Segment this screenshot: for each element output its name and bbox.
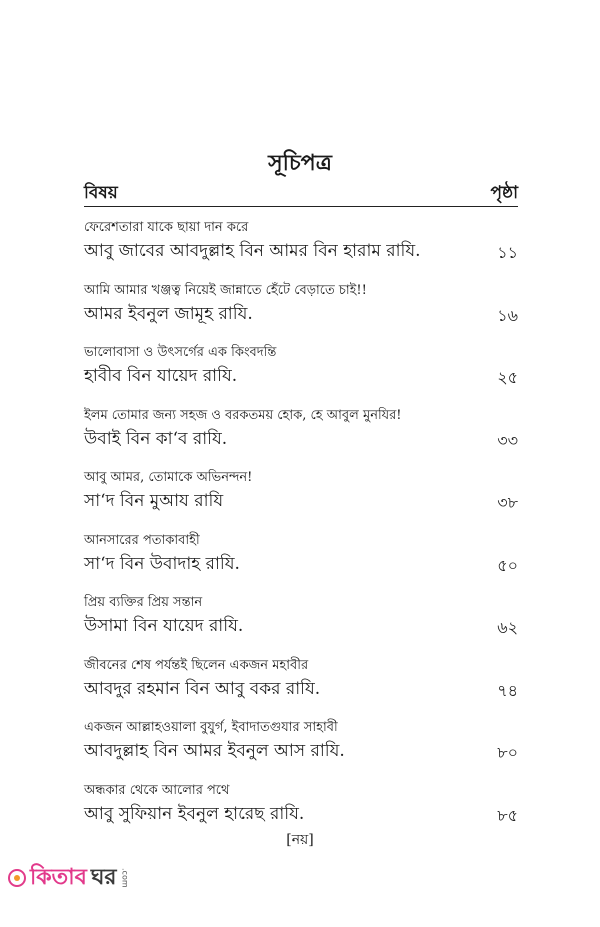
entry-name: আমর ইবনুল জামূহ রাযি. (84, 303, 253, 324)
entry-name: উবাই বিন কা‘ব রাযি. (84, 428, 228, 449)
entry-name: সা‘দ বিন মুআয রাযি (84, 491, 224, 511)
entry-subtitle: আবু আমর, তোমাকে অভিনন্দন! (84, 470, 253, 485)
entry-subtitle: ফেরেশতারা যাকে ছায়া দান করে (84, 220, 249, 235)
toc-entry[interactable] (84, 718, 518, 781)
column-headers (84, 180, 518, 207)
entry-subtitle: প্রিয় ব্যক্তির প্রিয় সন্তান (84, 595, 203, 610)
entry-name: আবু জাবের আবদুল্লাহ বিন আমর বিন হারাম রাযি. (84, 241, 421, 261)
entry-page-number: ৩৩ (497, 430, 518, 450)
entry-page-number: ৮৫ (497, 805, 518, 825)
entry-name: হাবীব বিন যায়েদ রাযি. (84, 366, 238, 386)
page-footer-number: [নয়] (286, 832, 314, 848)
entry-subtitle: ইলম তোমার জন্য সহজ ও বরকতময় হোক, হে আবুল মুনযির! (84, 407, 402, 423)
watermark-logo (8, 862, 130, 894)
entry-subtitle: আনসারের পতাকাবাহী (84, 532, 200, 548)
entry-subtitle: ভালোবাসা ও উৎসর্গের এক কিংবদন্তি (84, 345, 277, 360)
entry-page-number: ২৫ (497, 368, 518, 387)
logo-text-secondary: ঘর (90, 864, 117, 890)
entry-page-number: ১৬ (497, 305, 518, 325)
entry-subtitle: জীবনের শেষ পর্যন্তই ছিলেন একজন মহাবীর (84, 657, 309, 673)
entry-subtitle: আমি আমার খঞ্জত্ব নিয়েই জান্নাতে হেঁটে বেড়াতে চাই!! (84, 282, 367, 298)
book-circle-icon (8, 869, 26, 887)
entry-name: আবদুর রহমান বিন আবু বকর রাযি. (84, 678, 321, 699)
toc-entries (84, 218, 518, 843)
page-header: পৃষ্ঠা (490, 183, 518, 203)
toc-entry[interactable] (84, 281, 518, 344)
entry-name: উসামা বিন যায়েদ রাযি. (84, 616, 244, 636)
logo-suffix: .com (120, 868, 130, 888)
toc-entry[interactable] (84, 343, 518, 406)
toc-entry[interactable] (84, 656, 518, 719)
entry-page-number: ৭৪ (497, 680, 518, 700)
toc-entry[interactable] (84, 593, 518, 656)
entry-page-number: ৮০ (497, 743, 518, 762)
entry-page-number: ৬২ (497, 618, 518, 637)
entry-page-number: ৩৮ (497, 493, 518, 512)
subject-header: বিষয় (84, 183, 118, 203)
entry-subtitle: একজন আল্লাহওয়ালা বুযুর্গ, ইবাদাতগুযার সাহাবী (84, 720, 338, 735)
entry-name: সা‘দ বিন উবাদাহ রাযি. (84, 553, 240, 574)
entry-name: আবদুল্লাহ বিন আমর ইবনুল আস রাযি. (84, 741, 345, 761)
entry-page-number: ১১ (497, 243, 518, 262)
page-title: সূচিপত্র (268, 150, 332, 176)
entry-name: আবু সুফিয়ান ইবনুল হারেছ রাযি. (84, 803, 305, 824)
logo-text-primary: কিতাব (30, 864, 87, 890)
toc-entry[interactable] (84, 218, 518, 281)
entry-page-number: ৫০ (497, 555, 518, 575)
entry-subtitle: অন্ধকার থেকে আলোর পথে (84, 782, 230, 798)
toc-entry[interactable] (84, 406, 518, 469)
toc-entry[interactable] (84, 531, 518, 594)
toc-entry[interactable] (84, 468, 518, 531)
